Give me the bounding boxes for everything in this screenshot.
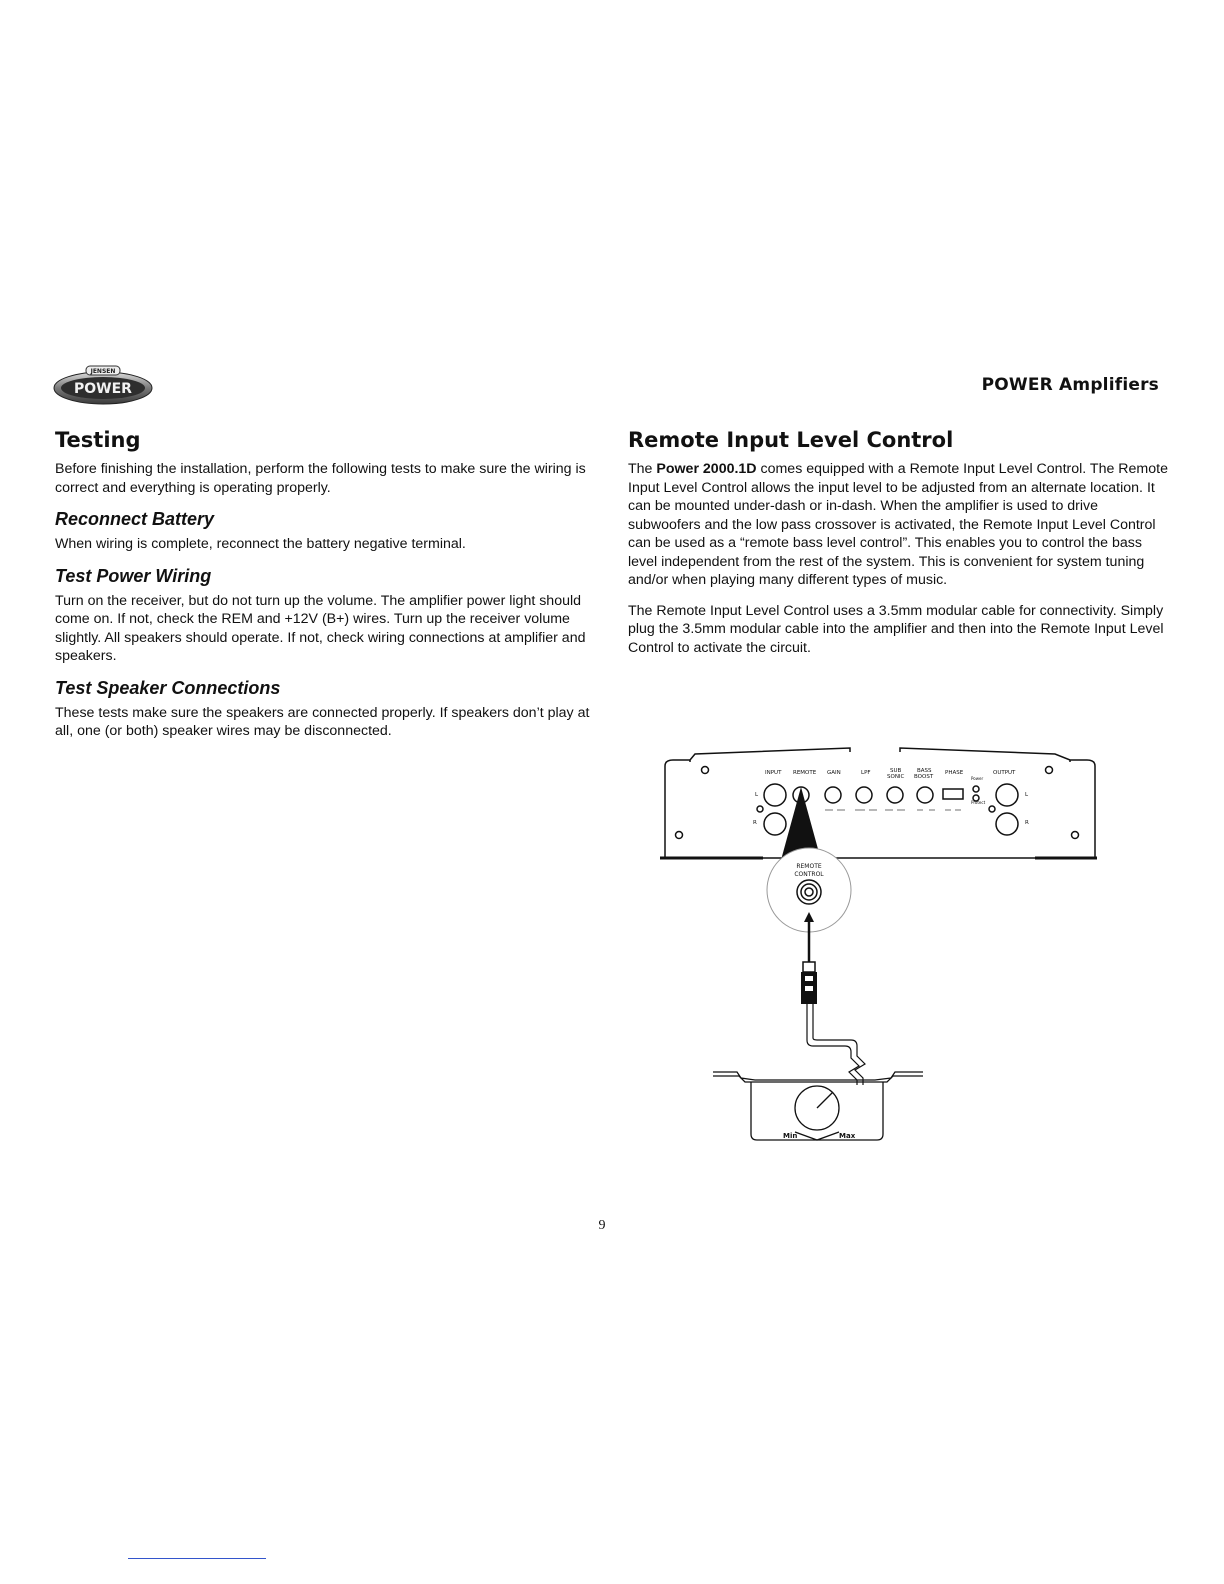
test-power-wiring-heading: Test Power Wiring xyxy=(55,565,212,586)
label-sub: SUB xyxy=(890,768,902,774)
jensen-power-logo xyxy=(52,362,154,406)
label-output-right: R xyxy=(1025,820,1029,826)
label-bass: BASS xyxy=(917,768,932,774)
logo-brand-small: JENSEN xyxy=(90,368,116,375)
lpf-knob xyxy=(856,787,872,803)
remote-input-paragraph-1 xyxy=(628,460,1168,590)
reconnect-battery-text: When wiring is complete, reconnect the battery negative terminal. xyxy=(55,536,466,552)
output-left-jack xyxy=(996,784,1018,806)
output-right-jack xyxy=(996,813,1018,835)
testing-title: Testing xyxy=(55,428,141,452)
model-name: Power 2000.1D xyxy=(656,461,757,477)
callout-control: CONTROL xyxy=(794,871,824,878)
input-right-jack xyxy=(764,813,786,835)
label-sonic: SONIC xyxy=(887,774,905,780)
footer-rule xyxy=(128,1558,266,1559)
label-remote: REMOTE xyxy=(793,770,817,776)
input-left-jack xyxy=(764,784,786,806)
right-column xyxy=(628,428,1168,657)
test-speaker-connections-heading: Test Speaker Connections xyxy=(55,677,281,698)
modular-cable xyxy=(807,1004,865,1085)
testing-intro: Before finishing the installation, perform the following tests to make sure the wiring is correct and everything is operating properly. xyxy=(55,461,586,496)
amplifier-remote-diagram xyxy=(655,740,1105,1160)
bass-boost-knob xyxy=(917,787,933,803)
label-protect: Protect xyxy=(971,800,986,805)
label-boost: BOOST xyxy=(914,774,934,780)
remote-input-paragraph-2: The Remote Input Level Control uses a 3.5mm modular cable for connectivity. Simply plug the 3.5mm modular cable into the amplifier and then into the Remote Input Level Control to activate the circuit. xyxy=(628,602,1164,656)
test-speaker-connections-text: These tests make sure the speakers are connected properly. If speakers don’t play at all, one (or both) speaker wires may be disconnected. xyxy=(55,704,590,739)
gain-knob xyxy=(825,787,841,803)
p1-prefix: The xyxy=(628,461,657,477)
label-input-left: L xyxy=(755,792,759,798)
label-gain: GAIN xyxy=(827,770,841,776)
test-power-wiring-text: Turn on the receiver, but do not turn up the volume. The amplifier power light should come on. If not, check the REM and +12V (B+) wires. Turn up the receiver volume slightly. All speakers should operate. If not, check wiring connections at amplifier and speakers. xyxy=(55,592,586,664)
label-output: OUTPUT xyxy=(993,770,1016,776)
label-phase: PHASE xyxy=(945,770,964,776)
knob-min-label: Min xyxy=(783,1132,798,1140)
header-title: POWER Amplifiers xyxy=(981,375,1159,395)
label-input-right: R xyxy=(753,820,757,826)
left-column xyxy=(55,428,590,741)
p1-rest: comes equipped with a Remote Input Level Control. The Remote Input Level Control allows the input level to be adjusted from an alternate location. It can be mounted under-dash or in-dash. When the amplifier is used to drive subwoofers and the low pass crossover is activated, the Remote Input Level Control can be used as a “remote bass level control”. This enables you to control the bass level independent from the rest of the system. This is convenient for system tuning and/or when playing many different types of music. xyxy=(628,461,1168,588)
label-power: Power xyxy=(971,776,984,781)
label-input: INPUT xyxy=(765,770,782,776)
label-lpf: LPF xyxy=(861,770,871,776)
amplifier-panel xyxy=(660,748,1097,858)
subsonic-knob xyxy=(887,787,903,803)
callout-remote: REMOTE xyxy=(796,863,822,870)
page-number: 9 xyxy=(598,1218,606,1233)
phase-switch xyxy=(943,789,963,799)
logo-brand: POWER xyxy=(74,381,132,397)
label-output-left: L xyxy=(1025,792,1029,798)
knob-max-label: Max xyxy=(839,1132,856,1140)
reconnect-battery-heading: Reconnect Battery xyxy=(55,509,215,529)
remote-level-control-box xyxy=(713,1072,923,1140)
remote-input-title: Remote Input Level Control xyxy=(628,428,954,452)
power-led xyxy=(973,786,979,792)
